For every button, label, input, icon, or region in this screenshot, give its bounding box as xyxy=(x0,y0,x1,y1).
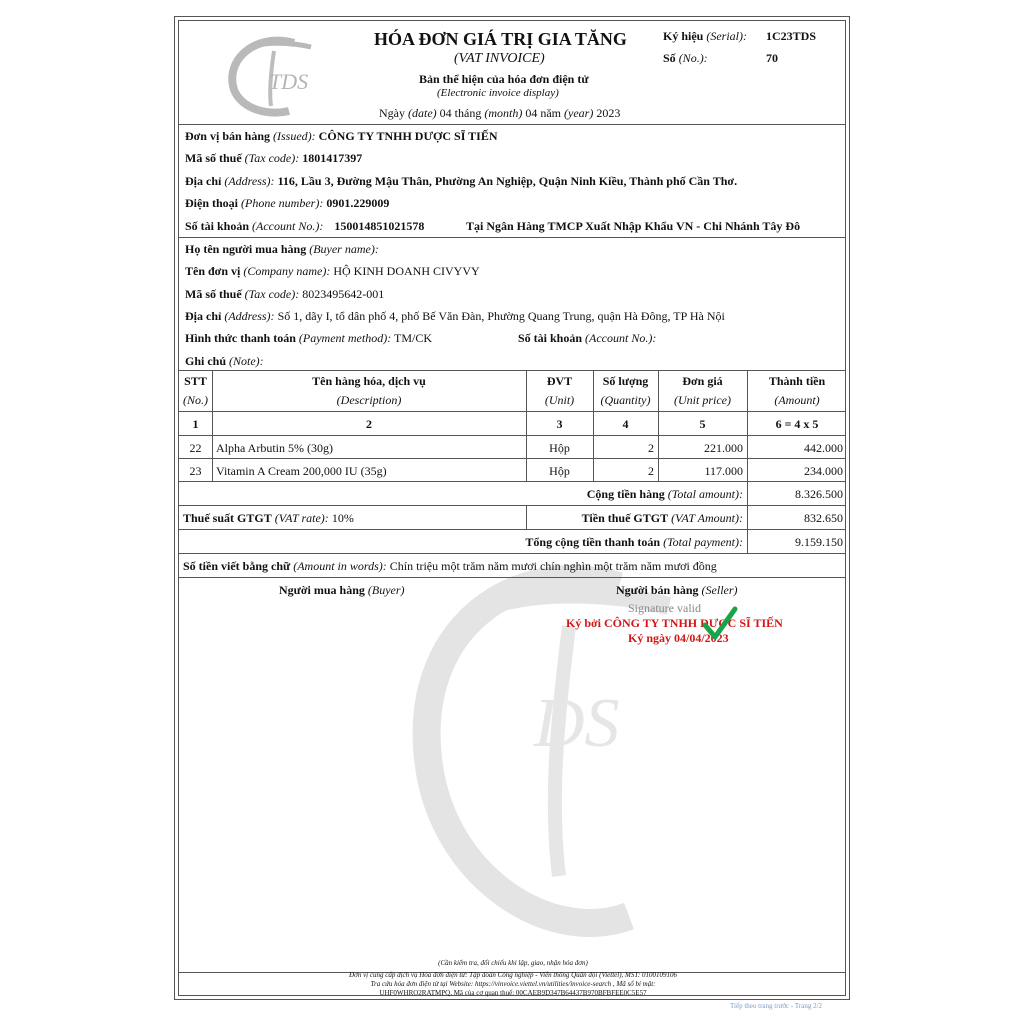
total-payment-value: 9.159.150 xyxy=(795,535,843,549)
seller-phone-label: Điện thoại xyxy=(185,196,239,210)
total-amount-value: 8.326.500 xyxy=(795,487,843,501)
seller-sign-label-en: (Seller) xyxy=(701,583,738,597)
seller-phone: 0901.229009 xyxy=(326,196,390,210)
table-top-border xyxy=(179,370,845,371)
invoice-frame xyxy=(178,20,846,996)
buyer-company: HỘ KINH DOANH CIVYVY xyxy=(333,264,480,278)
buyer-account-label-en: (Account No.): xyxy=(585,331,657,345)
table-row-divider xyxy=(179,458,845,459)
total-payment-label-en: (Total payment): xyxy=(663,535,743,549)
col-header-price-en: (Unit price) xyxy=(674,393,731,407)
vat-amount-value: 832.650 xyxy=(804,511,843,525)
seller-address: 116, Lầu 3, Đường Mậu Thân, Phường An Nghiệp, Quận Ninh Kiều, Thành phố Cần Thơ. xyxy=(277,174,738,188)
col-header-no-en: (No.) xyxy=(183,393,208,407)
table-row-qty: 2 xyxy=(648,441,654,455)
total-payment-label xyxy=(429,535,743,550)
seller-name-label: Đơn vị bán hàng xyxy=(185,129,271,143)
vat-rate-row xyxy=(183,511,354,526)
col-header-qty-en: (Quantity) xyxy=(600,393,651,407)
vat-amount-label-vi: Tiền thuế GTGT xyxy=(581,511,669,525)
invoice-subtitle: Bản thể hiện của hóa đơn điện tử xyxy=(419,72,589,86)
date-day-label: (date) xyxy=(408,106,437,120)
date-year-label: (year) xyxy=(564,106,594,120)
buyer-tax-row xyxy=(185,287,384,302)
seller-address-label-en: (Address): xyxy=(224,174,275,188)
seller-phone-row xyxy=(185,196,389,211)
buyer-address: Số 1, dãy I, tổ dân phố 4, phố Bế Văn Đàn, Phường Quang Trung, quận Hà Đông, TP Hà Nội xyxy=(277,309,725,323)
invoice-title-en: (VAT INVOICE) xyxy=(454,51,545,66)
index-cell: 5 xyxy=(699,417,706,431)
footer-codes: UHF0WHRO2RATMPQ. Mã của cơ quan thuế: 00CAEB9D347B64437B970BFBFEE0C5E57 xyxy=(379,989,647,997)
amount-in-words-label: Số tiền viết bằng chữ xyxy=(183,559,291,573)
check-icon xyxy=(699,605,739,645)
col-header-unit-en: (Unit) xyxy=(544,393,575,407)
invoice-page xyxy=(174,16,850,1000)
buyer-payment-row xyxy=(185,331,432,346)
table-row-no: 22 xyxy=(189,441,202,455)
signed-date: Ký ngày 04/04/2023 xyxy=(628,631,729,645)
table-row-unit: Hộp xyxy=(549,441,570,455)
buyer-address-row xyxy=(185,309,725,324)
serial-value: 1C23TDS xyxy=(766,29,817,43)
buyer-payment-label-en: (Payment method): xyxy=(298,331,392,345)
table-row-qty: 2 xyxy=(648,464,654,478)
logo-text: TDS xyxy=(269,69,309,94)
table-row-price: 221.000 xyxy=(704,441,743,455)
buyer-tax-label-en: (Tax code): xyxy=(244,287,300,301)
col-header-qty: Số lượng xyxy=(602,374,649,388)
buyer-company-label-en: (Company name): xyxy=(243,264,331,278)
svg-text:DS: DS xyxy=(534,685,620,762)
table-row-unit: Hộp xyxy=(549,464,570,478)
seller-address-label: Địa chỉ xyxy=(185,174,222,188)
buyer-name-row xyxy=(185,242,379,257)
buyer-company-row xyxy=(185,264,480,279)
buyer-note-label-en: (Note): xyxy=(229,354,264,368)
number-label xyxy=(663,51,708,66)
divider xyxy=(179,237,845,238)
col-header-price: Đơn giá xyxy=(682,374,723,388)
footer-note: (Cần kiểm tra, đối chiếu khi lập, giao, nhận hóa đơn) xyxy=(438,959,588,967)
col-header-amount-en: (Amount) xyxy=(774,393,820,407)
vat-rate-label: Thuế suất GTGT xyxy=(183,511,272,525)
buyer-tax-code: 8023495642-001 xyxy=(302,287,385,301)
seller-tax-code: 1801417397 xyxy=(302,151,363,165)
seller-name: CÔNG TY TNHH DƯỢC SĨ TIẾN xyxy=(318,129,498,143)
seller-account-label: Số tài khoản xyxy=(185,219,250,233)
index-cell: 2 xyxy=(366,417,372,431)
buyer-payment-label: Hình thức thanh toán xyxy=(185,331,296,345)
number-label-en: (No.): xyxy=(678,51,708,65)
amount-in-words-row xyxy=(183,559,717,574)
col-header-unit: ĐVT xyxy=(546,374,573,388)
buyer-name-label: Họ tên người mua hàng xyxy=(185,242,307,256)
buyer-name-label-en: (Buyer name): xyxy=(309,242,379,256)
col-header-no: STT xyxy=(184,374,207,388)
serial-label-en: (Serial): xyxy=(706,29,747,43)
signature-status: Signature valid xyxy=(628,601,701,615)
buyer-sign-label-en: (Buyer) xyxy=(367,583,405,597)
seller-account-row xyxy=(185,219,424,234)
serial-label-vi: Ký hiệu xyxy=(663,29,704,43)
amount-in-words-label-en: (Amount in words): xyxy=(293,559,387,573)
date-day: 04 xyxy=(439,106,452,120)
buyer-note-label: Ghi chú xyxy=(185,354,227,368)
index-cell: 6 = 4 x 5 xyxy=(775,417,819,431)
seller-name-label-en: (Issued): xyxy=(273,129,316,143)
index-cell: 3 xyxy=(556,417,563,431)
table-row-price: 117.000 xyxy=(704,464,743,478)
totals-divider xyxy=(179,505,845,506)
date-month-prefix: tháng xyxy=(454,106,482,120)
page-number: Tiếp theo trang trước - Trang 2/2 xyxy=(730,1002,823,1010)
table-row-no: 23 xyxy=(189,464,202,478)
seller-account: 150014851021578 xyxy=(334,219,425,233)
seller-address-row xyxy=(185,174,737,189)
seller-name-row xyxy=(185,129,498,144)
col-header-desc: Tên hàng hóa, dịch vụ xyxy=(312,374,426,388)
footer-provider: Đơn vị cung cấp dịch vụ Hóa đơn điện tử: Tập đoàn Công nghiệp - Viễn thông Quân đội (Viettel), MST: 0100109106 xyxy=(349,971,677,979)
buyer-payment: TM/CK xyxy=(394,331,433,345)
divider xyxy=(179,124,845,125)
number-value: 70 xyxy=(766,51,778,65)
amount-in-words: Chín triệu một trăm năm mươi chín nghìn một trăm năm mươi đồng xyxy=(389,559,717,573)
buyer-tax-label: Mã số thuế xyxy=(185,287,242,301)
vat-rate-label-en: (VAT rate): xyxy=(274,511,329,525)
words-bottom-border xyxy=(179,577,845,578)
vat-amount-label-en: (VAT Amount): xyxy=(671,511,743,525)
serial-label xyxy=(663,29,747,44)
seller-tax-label: Mã số thuế xyxy=(185,151,242,165)
index-cell: 1 xyxy=(192,417,199,431)
date-month-label: (month) xyxy=(484,106,523,120)
col-header-amount: Thành tiền xyxy=(768,374,826,388)
seller-phone-label-en: (Phone number): xyxy=(241,196,324,210)
buyer-account-row xyxy=(518,331,656,346)
buyer-sign-label-vi: Người mua hàng xyxy=(279,583,365,597)
date-prefix: Ngày xyxy=(379,106,405,120)
buyer-note-row xyxy=(185,354,264,369)
invoice-subtitle-en: (Electronic invoice display) xyxy=(437,87,559,99)
date-year: 2023 xyxy=(596,106,621,120)
buyer-signature-label xyxy=(279,583,405,598)
buyer-account-label: Số tài khoản xyxy=(518,331,583,345)
signed-by: Ký bởi CÔNG TY TNHH DƯỢC SĨ TIẾN xyxy=(566,616,783,630)
date-year-prefix: năm xyxy=(540,106,561,120)
footer-lookup: Tra cứu hóa đơn điện tử tại Website: https://vinvoice.viettel.vn/utilities/invoice-search , Mã số bí mật: xyxy=(370,980,656,988)
table-row-amount: 442.000 xyxy=(804,441,843,455)
number-label-vi: Số xyxy=(663,51,676,65)
table-row-amount: 234.000 xyxy=(804,464,843,478)
seller-signature-label xyxy=(616,583,738,598)
buyer-address-label-en: (Address): xyxy=(224,309,275,323)
seller-tax-row xyxy=(185,151,362,166)
seller-tax-label-en: (Tax code): xyxy=(244,151,300,165)
buyer-company-label: Tên đơn vị xyxy=(185,264,241,278)
total-amount-label xyxy=(479,487,743,502)
table-body-bottom xyxy=(179,481,845,482)
seller-account-label-en: (Account No.): xyxy=(252,219,324,233)
buyer-address-label: Địa chỉ xyxy=(185,309,222,323)
invoice-title: HÓA ĐƠN GIÁ TRỊ GIA TĂNG xyxy=(374,29,627,49)
seller-sign-label-vi: Người bán hàng xyxy=(616,583,699,597)
table-row-desc: Vitamin A Cream 200,000 IU (35g) xyxy=(216,464,387,478)
vat-amount-label xyxy=(529,511,743,526)
table-row-desc: Alpha Arbutin 5% (30g) xyxy=(216,441,333,455)
col-header-desc-en: (Description) xyxy=(336,393,402,407)
totals-divider xyxy=(179,553,845,554)
table-index-divider xyxy=(179,435,845,436)
totals-divider xyxy=(179,529,845,530)
seller-bank: Tại Ngân Hàng TMCP Xuất Nhập Khẩu VN - Chi Nhánh Tây Đô xyxy=(466,219,801,233)
index-cell: 4 xyxy=(622,417,629,431)
total-amount-label-vi: Cộng tiền hàng xyxy=(586,487,665,501)
invoice-date xyxy=(379,106,620,121)
vat-rate-value: 10% xyxy=(331,511,354,525)
date-month: 04 xyxy=(525,106,538,120)
total-payment-label-vi: Tổng cộng tiền thanh toán xyxy=(525,535,661,549)
vat-col-divider xyxy=(526,505,527,529)
company-logo xyxy=(219,31,319,121)
total-amount-label-en: (Total amount): xyxy=(667,487,743,501)
table-header-divider xyxy=(179,411,845,412)
